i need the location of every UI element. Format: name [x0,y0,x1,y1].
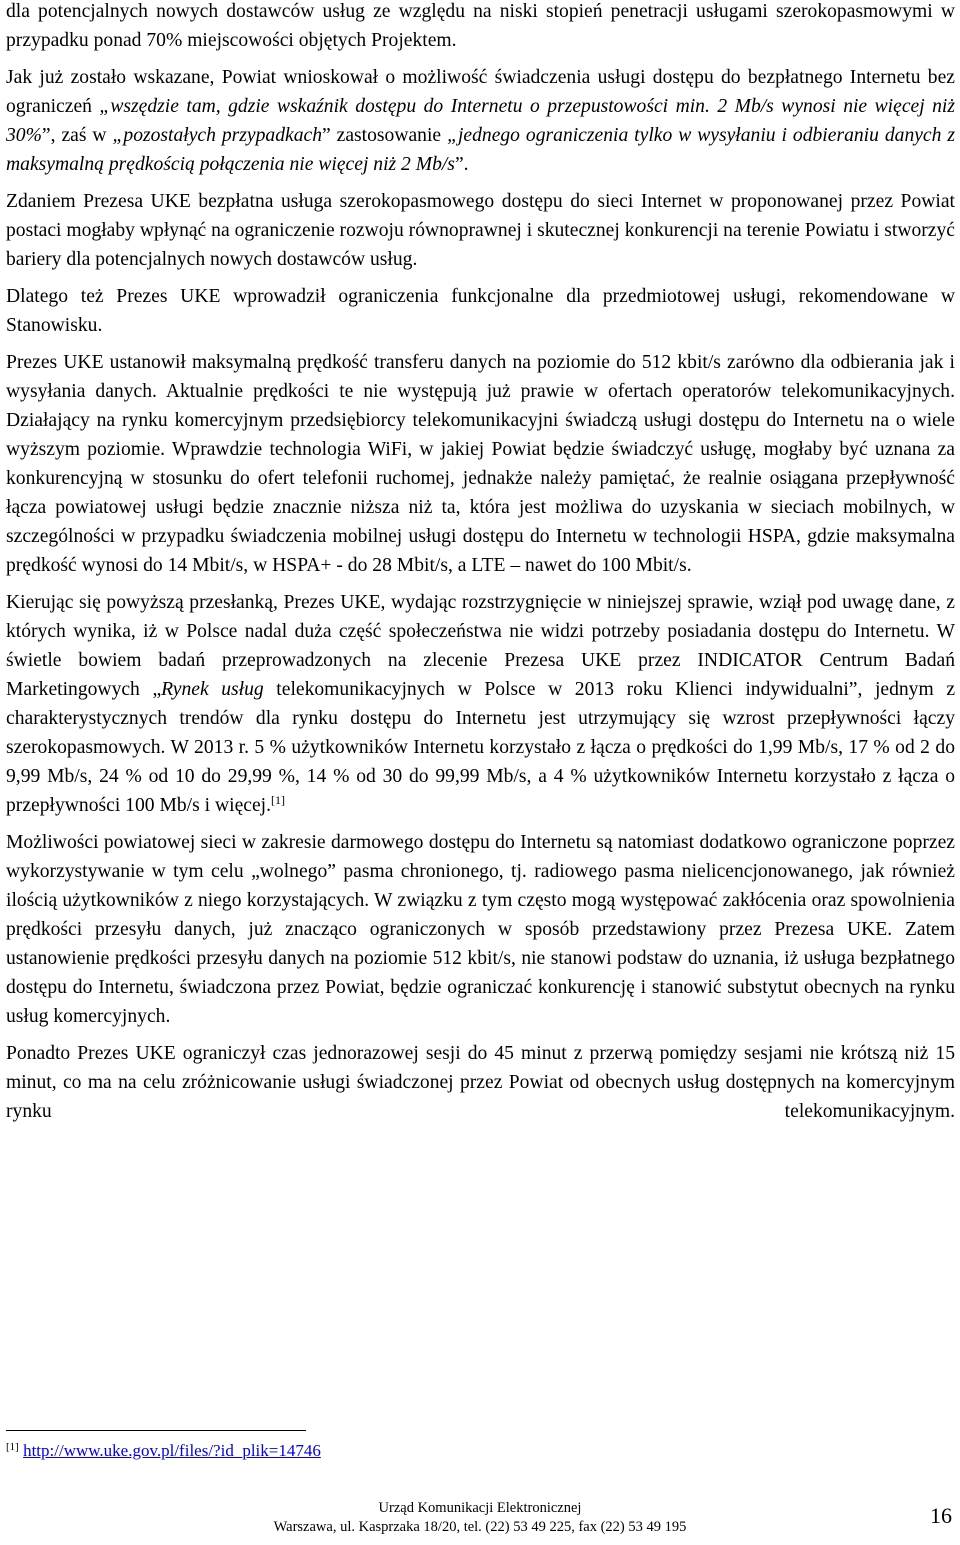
text-span: ” zastosowanie [322,125,448,146]
page-number: 16 [930,1503,952,1528]
paragraph: Zdaniem Prezesa UKE bezpłatna usługa szerokopasmowego dostępu do sieci Internet w proponowanej przez Powiat postaci mogłaby wpłynąć na ograniczenie rozwoju równoprawnej i skutecznej konkurencji na terenie Powiatu i stworzyć bariery dla potencjalnych nowych dostawców usług. [6,191,955,270]
text-span: Kierując się powyższą przesłanką, Prezes UKE, wydając rozstrzygnięcie w niniejszej sprawie, wziął pod uwagę dane, z których wynika, iż w Polsce nadal duża część społeczeństwa nie widzi potrzeby posiadania dostępu do Internetu. W świetle bowiem badań przeprowadzonych na zlecenie Prezesa UKE przez INDICATOR Centrum Badań Marketingowych „ [6,592,955,700]
paragraph [6,63,955,179]
footer-organization: Urząd Komunikacji Elektronicznej [378,1500,582,1516]
quote-italic: „wszędzie tam, gdzie wskaźnik dostępu do Internetu o przepustowości min. 2 Mb/s wynosi nie więcej niż 30% [6,96,955,146]
text-span: ”, zaś w [41,125,113,146]
paragraph: Ponadto Prezes UKE ograniczył czas jednorazowej sesji do 45 minut z przerwą pomiędzy sesjami nie krótszą niż 15 minut, co ma na celu zróżnicowanie usługi świadczonej przez Powiat od obecnych usług dostępnych na komercyjnym rynku telekomunikacyjnym. [6,1043,955,1122]
footnote-separator [6,1430,306,1431]
paragraph: Dlatego też Prezes UKE wprowadził ograniczenia funkcjonalne dla przedmiotowej usługi, rekomendowane w Stanowisku. [6,286,955,336]
footer-address: Warszawa, ul. Kasprzaka 18/20, tel. (22) 53 49 225, fax (22) 53 49 195 [273,1519,687,1535]
text-span: ”. [454,154,469,175]
text-span: telekomunikacyjnych w Polsce w 2013 roku Klienci indywidualni”, jednym z charakterystycznych trendów dla rynku dostępu do Internetu jest utrzymujący się wzrost przepływności łączy szerokopasmowych. W 2013 r. 5 % użytkowników Internetu korzystało z łącza o prędkości do 1,99 Mb/s, 17 % od 2 do 9,99 Mb/s, 24 % od 10 do 29,99 %, 14 % od 30 do 99,99 Mb/s, a 4 % użytkowników Internetu korzystało z łącza o przepływności 100 Mb/s i więcej. [6,679,956,816]
footnote-reference[interactable]: [1] [271,793,286,807]
paragraph: dla potencjalnych nowych dostawców usług ze względu na niski stopień penetracji usługami szerokopasmowymi w przypadku ponad 70% miejscowości objętych Projektem. [6,1,955,51]
document-body [6,0,955,1126]
paragraph [6,588,955,820]
footnote-link[interactable]: http://www.uke.gov.pl/files/?id_plik=14746 [23,1441,321,1460]
report-title-italic: Rynek usług [161,679,264,700]
page-footer [0,1499,960,1537]
paragraph: Możliwości powiatowej sieci w zakresie darmowego dostępu do Internetu są natomiast dodatkowo ograniczone poprzez wykorzystywanie w tym celu „wolnego” pasma chronionego, tj. radiowego pasma nielicencjonowanego, jak również ilością użytkowników z niego korzystających. W związku z tym często mogą występować zakłócenia oraz spowolnienia prędkości przesyłu danych, już znacząco ograniczonych w sposób przedstawiony przez Prezesa UKE. Zatem ustanowienie prędkości przesyłu danych na poziomie 512 kbit/s, nie stanowi podstaw do uznania, iż usługa bezpłatnego dostępu do Internetu, świadczona przez Powiat, będzie ograniczać konkurencję i stanowić substytut obecnych na rynku usług komercyjnych. [6,832,955,1027]
quote-italic: „jednego ograniczenia tylko w wysyłaniu i odbieraniu danych z maksymalną prędkością połączenia nie więcej niż 2 Mb/s [6,125,955,175]
quote-italic: „pozostałych przypadkach [112,125,322,146]
text-span: Jak już zostało wskazane, Powiat wnioskował o możliwość świadczenia usługi dostępu do bezpłatnego Internetu bez ograniczeń [6,67,955,117]
paragraph: Prezes UKE ustanowił maksymalną prędkość transferu danych na poziomie do 512 kbit/s zarówno dla odbierania jak i wysyłania danych. Aktualnie prędkości te nie występują już prawie w ofertach operatorów telekomunikacyjnych. Działający na rynku komercyjnym przedsiębiorcy telekomunikacyjni świadczą usługi dostępu do Internetu na o wiele wyższym poziomie. Wprawdzie technologia WiFi, w jakiej Powiat będzie świadczyć usługę, mogłaby być uznana za konkurencyjną w stosunku do ofert telefonii ruchomej, jednakże należy pamiętać, że realnie osiągana przepływność łącza powiatowej usługi będzie znacznie niższa niż ta, która jest możliwa do uzyskania w sieciach mobilnych, w szczególności w przypadku świadczenia mobilnej usługi dostępu do Internetu w technologii HSPA, gdzie maksymalna prędkość wynosi do 14 Mbit/s, w HSPA+ - do 28 Mbit/s, a LTE – nawet do 100 Mbit/s. [6,352,955,576]
footnote [6,1440,321,1462]
footnote-marker: [1] [6,1441,19,1453]
